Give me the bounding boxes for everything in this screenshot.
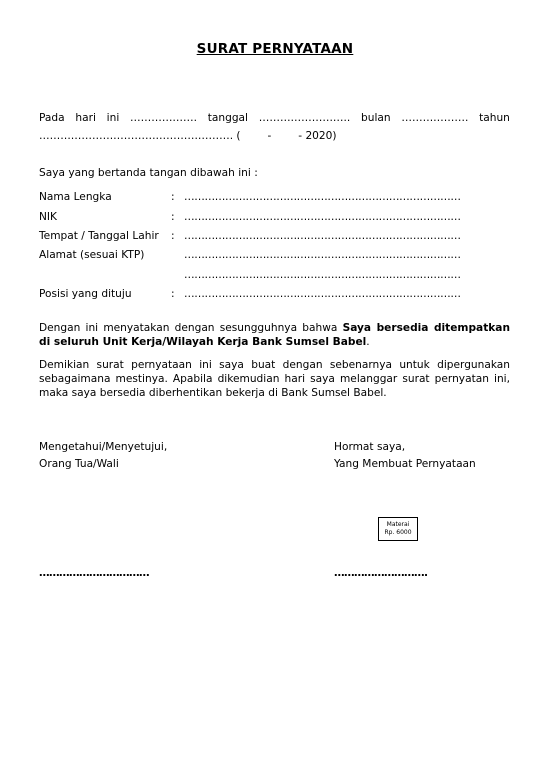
date-word: tanggal: [207, 112, 248, 124]
field-dots: ………………………………………………………………………: [184, 269, 461, 281]
materai-label: Materai: [386, 521, 410, 528]
intro-text: Saya yang bertanda tangan dibawah ini :: [39, 167, 258, 179]
left-signature-line2: Orang Tua/Wali: [39, 458, 119, 470]
document-title: SURAT PERNYATAAN: [196, 41, 354, 57]
field-label: Alamat (sesuai KTP): [39, 249, 145, 261]
field-dots: ………………………………………………………………………: [184, 249, 461, 261]
date-word: tahun: [479, 112, 510, 124]
field-dots: ………………………………………………………………………: [184, 191, 461, 203]
statement-bold: Saya bersedia ditempatkan di seluruh Unit Kerja/Wilayah Kerja Bank Sumsel Babel: [39, 322, 510, 348]
field-row-name: [39, 190, 510, 204]
date-line-2: ………………………………………………. ( - - 2020): [39, 130, 337, 142]
field-dots: ………………………………………………………………………: [184, 211, 461, 223]
field-colon: :: [171, 288, 175, 300]
materai-stamp-box: [378, 517, 418, 541]
left-signature-line1: Mengetahui/Menyetujui,: [39, 441, 168, 453]
field-row-nik: [39, 210, 510, 224]
field-colon: :: [171, 191, 175, 203]
statement-paragraph: [39, 321, 510, 349]
date-line-1: [39, 111, 510, 125]
date-dots: ……………….: [401, 112, 469, 124]
left-signature-dots: ……………………………: [39, 567, 149, 579]
field-label: Nama Lengka: [39, 191, 112, 203]
field-colon: :: [171, 230, 175, 242]
closing-paragraph: Demikian surat pernyataan ini saya buat dengan sebenarnya untuk dipergunakan sebagaimana mestinya. Apabila dikemudian hari saya melanggar surat pernyatan ini, maka saya bersedia diberhentikan bekerja di Bank Sumsel Babel.: [39, 359, 510, 399]
right-signature-line1: Hormat saya,: [334, 441, 406, 453]
field-row-address: [39, 248, 510, 262]
right-signature-line2: Yang Membuat Pernyataan: [334, 458, 476, 470]
date-word: Pada: [39, 112, 65, 124]
date-word: hari: [75, 112, 96, 124]
field-dots: ………………………………………………………………………: [184, 230, 461, 242]
date-dots: ……………………..: [258, 112, 351, 124]
field-dots: ………………………………………………………………………: [184, 288, 461, 300]
field-label: NIK: [39, 211, 57, 223]
field-row-birth: [39, 229, 510, 243]
statement-suffix: .: [366, 336, 370, 348]
field-label: Posisi yang dituju: [39, 288, 132, 300]
date-word: bulan: [361, 112, 391, 124]
field-label: Tempat / Tanggal Lahir: [39, 230, 159, 242]
field-row-position: [39, 287, 510, 301]
date-dots: ……………….: [130, 112, 197, 124]
field-row-address-cont: [39, 268, 510, 282]
field-colon: :: [171, 211, 175, 223]
materai-value: Rp. 6000: [384, 529, 412, 536]
date-word: ini: [106, 112, 120, 124]
statement-prefix: Dengan ini menyatakan dengan sesungguhnya bahwa: [39, 322, 343, 334]
right-signature-dots: ……………………….: [334, 567, 428, 579]
